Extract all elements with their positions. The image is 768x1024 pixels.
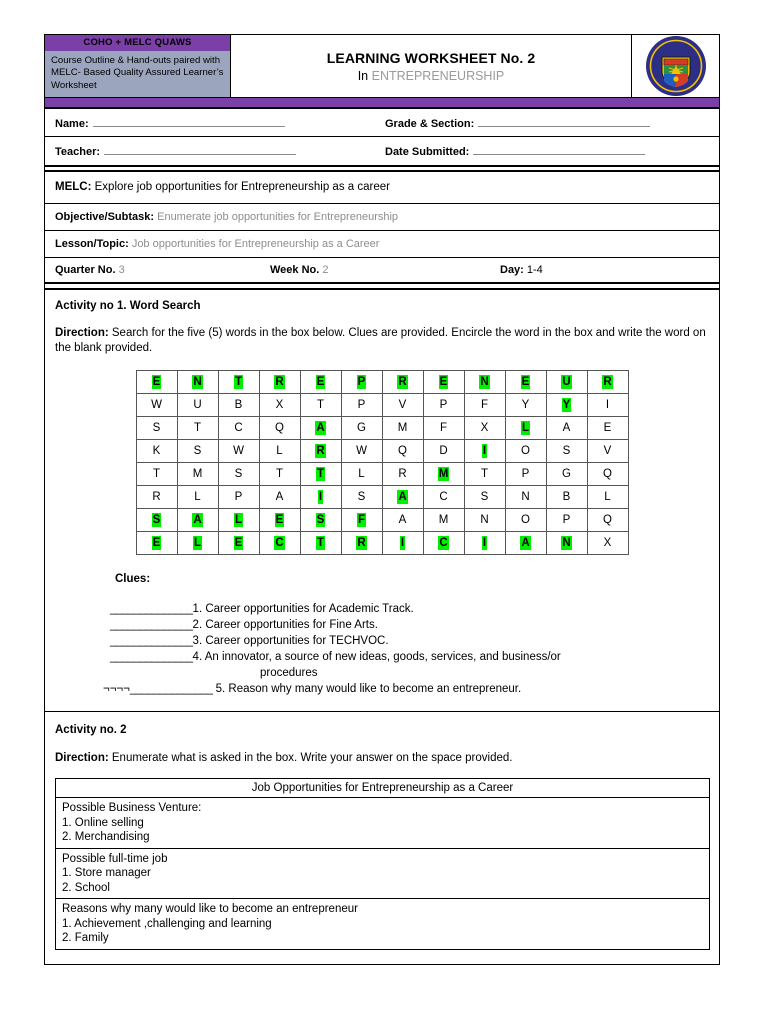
clue-4-continuation: procedures bbox=[260, 667, 318, 680]
enumeration-answer-item[interactable]: 1. Achievement ,challenging and learning bbox=[62, 917, 272, 930]
word-search-cell[interactable] bbox=[587, 532, 628, 555]
activity-1-direction bbox=[55, 326, 709, 356]
word-search-cell[interactable] bbox=[546, 463, 587, 486]
word-search-letter: E bbox=[316, 376, 325, 389]
word-search-letter: X bbox=[480, 422, 489, 435]
word-search-cell[interactable] bbox=[259, 440, 300, 463]
word-search-cell[interactable] bbox=[464, 417, 505, 440]
word-search-cell[interactable] bbox=[259, 532, 300, 555]
coho-badge: COHO + MELC QUAWS bbox=[45, 35, 230, 51]
week-group bbox=[270, 264, 500, 276]
clue-list bbox=[55, 601, 709, 665]
word-search-cell[interactable] bbox=[136, 532, 177, 555]
word-search-letter: R bbox=[398, 376, 407, 389]
word-search-cell[interactable] bbox=[177, 371, 218, 394]
word-search-cell[interactable] bbox=[546, 486, 587, 509]
word-search-letter: L bbox=[604, 491, 611, 504]
word-search-letter: M bbox=[397, 422, 408, 435]
word-search-letter: F bbox=[439, 422, 448, 435]
activity-2-direction bbox=[55, 752, 709, 764]
word-search-cell[interactable] bbox=[136, 463, 177, 486]
activity-2-direction-text: Enumerate what is asked in the box. Write your answer on the space provided. bbox=[111, 752, 513, 765]
word-search-letter: B bbox=[562, 491, 571, 504]
clue-2-answer-blank[interactable]: ______________ bbox=[110, 619, 193, 632]
day-value: 1-4 bbox=[526, 264, 543, 277]
word-search-letter: K bbox=[152, 445, 161, 458]
word-search-letter: N bbox=[480, 514, 489, 527]
word-search-letter: E bbox=[439, 376, 448, 389]
word-search-letter: P bbox=[439, 399, 448, 412]
objective-row bbox=[45, 204, 719, 231]
word-search-cell[interactable] bbox=[464, 394, 505, 417]
word-search-cell[interactable] bbox=[177, 509, 218, 532]
word-search-cell[interactable] bbox=[505, 486, 546, 509]
clue-1-answer-blank[interactable]: ______________ bbox=[110, 603, 193, 616]
clue-item-3[interactable] bbox=[110, 633, 709, 649]
clue-5-prefix-marks: ¬¬¬¬ bbox=[103, 683, 130, 696]
word-search-cell[interactable] bbox=[423, 394, 464, 417]
enumeration-table-header-row bbox=[56, 779, 710, 798]
word-search-cell[interactable] bbox=[587, 371, 628, 394]
name-input-blank[interactable] bbox=[93, 116, 285, 127]
word-search-letter: S bbox=[316, 514, 325, 527]
word-search-letter: D bbox=[439, 445, 448, 458]
word-search-letter: Y bbox=[521, 399, 530, 412]
word-search-cell[interactable] bbox=[382, 371, 423, 394]
word-search-cell[interactable] bbox=[341, 417, 382, 440]
word-search-letter: R bbox=[152, 491, 161, 504]
melc-value: Explore job opportunities for Entrepreneurship as a career bbox=[94, 181, 390, 194]
enumeration-section-heading: Reasons why many would like to become an entrepreneur bbox=[62, 903, 358, 916]
word-search-cell[interactable] bbox=[259, 371, 300, 394]
enumeration-section-cell[interactable] bbox=[56, 899, 710, 950]
word-search-letter: P bbox=[357, 376, 366, 389]
word-search-letter: E bbox=[152, 376, 161, 389]
word-search-letter: T bbox=[316, 468, 325, 481]
word-search-cell[interactable] bbox=[587, 440, 628, 463]
word-search-letter: Q bbox=[603, 514, 612, 527]
quarter-group bbox=[55, 264, 270, 276]
word-search-letter: A bbox=[398, 491, 407, 504]
enumeration-section-row bbox=[56, 798, 710, 849]
enumeration-answer-item[interactable]: 2. Merchandising bbox=[62, 831, 150, 844]
word-search-letter: T bbox=[316, 537, 325, 550]
enumeration-answer-item[interactable]: 2. School bbox=[62, 881, 110, 894]
word-search-cell[interactable] bbox=[423, 417, 464, 440]
word-search-cell[interactable] bbox=[423, 509, 464, 532]
word-search-letter: C bbox=[234, 422, 243, 435]
word-search-cell[interactable] bbox=[546, 417, 587, 440]
enumeration-answer-item[interactable]: 2. Family bbox=[62, 932, 109, 945]
purple-divider-bar bbox=[45, 98, 719, 109]
word-search-cell[interactable] bbox=[218, 394, 259, 417]
word-search-letter: B bbox=[234, 399, 243, 412]
word-search-cell[interactable] bbox=[218, 486, 259, 509]
lesson-row bbox=[45, 231, 719, 258]
word-search-cell[interactable] bbox=[423, 371, 464, 394]
word-search-letter: W bbox=[356, 445, 367, 458]
word-search-cell[interactable] bbox=[341, 532, 382, 555]
word-search-row bbox=[136, 394, 628, 417]
word-search-cell[interactable] bbox=[218, 371, 259, 394]
activity-2-block bbox=[45, 712, 719, 964]
clue-5-text: 5. Reason why many would like to become an entrepreneur. bbox=[212, 683, 522, 696]
word-search-cell[interactable] bbox=[136, 509, 177, 532]
word-search-letter: E bbox=[603, 422, 612, 435]
grade-input-blank[interactable] bbox=[478, 116, 650, 127]
header-logo-block bbox=[631, 35, 719, 97]
name-field-group[interactable] bbox=[45, 116, 375, 130]
word-search-letter: P bbox=[357, 399, 366, 412]
word-search-letter: Q bbox=[398, 445, 407, 458]
word-search-cell[interactable] bbox=[546, 440, 587, 463]
word-search-letter: R bbox=[603, 376, 612, 389]
word-search-cell[interactable] bbox=[587, 463, 628, 486]
grade-field-group[interactable] bbox=[375, 116, 719, 130]
word-search-cell[interactable] bbox=[177, 463, 218, 486]
word-search-letter: U bbox=[562, 376, 571, 389]
word-search-cell[interactable] bbox=[218, 417, 259, 440]
word-search-cell[interactable] bbox=[505, 394, 546, 417]
word-search-cell[interactable] bbox=[464, 440, 505, 463]
subject-line bbox=[358, 69, 505, 83]
word-search-letter: W bbox=[233, 445, 244, 458]
word-search-row bbox=[136, 486, 628, 509]
clue-3-answer-blank[interactable]: ______________ bbox=[110, 635, 193, 648]
word-search-cell[interactable] bbox=[218, 463, 259, 486]
worksheet-sheet bbox=[44, 34, 720, 965]
enumeration-section-cell[interactable] bbox=[56, 848, 710, 899]
word-search-grid[interactable] bbox=[136, 370, 629, 555]
word-search-letter: M bbox=[438, 468, 449, 481]
word-search-letter: L bbox=[234, 514, 243, 527]
word-search-letter: C bbox=[439, 491, 448, 504]
word-search-cell[interactable] bbox=[218, 532, 259, 555]
word-search-letter: A bbox=[275, 491, 284, 504]
word-search-row bbox=[136, 371, 628, 394]
word-search-cell[interactable] bbox=[587, 394, 628, 417]
word-search-cell[interactable] bbox=[382, 394, 423, 417]
word-search-letter: N bbox=[193, 376, 202, 389]
word-search-cell[interactable] bbox=[300, 417, 341, 440]
enumeration-section-cell[interactable] bbox=[56, 798, 710, 849]
teacher-input-blank[interactable] bbox=[104, 144, 296, 155]
word-search-letter: L bbox=[358, 468, 365, 481]
day-group bbox=[500, 264, 709, 276]
enumeration-table-header: Job Opportunities for Entrepreneurship as a Career bbox=[56, 779, 710, 798]
word-search-row bbox=[136, 509, 628, 532]
word-search-letter: S bbox=[480, 491, 489, 504]
word-search-letter: F bbox=[357, 514, 366, 527]
word-search-cell[interactable] bbox=[300, 463, 341, 486]
word-search-row bbox=[136, 440, 628, 463]
word-search-cell[interactable] bbox=[341, 463, 382, 486]
word-search-letter: C bbox=[439, 537, 448, 550]
word-search-letter: T bbox=[316, 399, 325, 412]
word-search-letter: O bbox=[521, 514, 530, 527]
word-search-cell[interactable] bbox=[136, 486, 177, 509]
word-search-cell[interactable] bbox=[177, 532, 218, 555]
word-search-letter: Q bbox=[275, 422, 284, 435]
word-search-letter: S bbox=[152, 514, 161, 527]
word-search-cell[interactable] bbox=[505, 440, 546, 463]
date-input-blank[interactable] bbox=[473, 144, 645, 155]
word-search-letter: R bbox=[398, 468, 407, 481]
melc-row bbox=[45, 172, 719, 204]
word-search-letter: I bbox=[605, 399, 610, 412]
clue-item-4[interactable] bbox=[110, 649, 709, 665]
word-search-letter: A bbox=[562, 422, 571, 435]
word-search-cell[interactable] bbox=[587, 509, 628, 532]
word-search-cell[interactable] bbox=[505, 463, 546, 486]
direction-label: Direction: bbox=[55, 327, 109, 340]
word-search-cell[interactable] bbox=[423, 532, 464, 555]
enumeration-section-heading: Possible Business Venture: bbox=[62, 802, 202, 815]
word-search-letter: E bbox=[152, 537, 161, 550]
word-search-cell[interactable] bbox=[177, 417, 218, 440]
melc-label: MELC: bbox=[55, 181, 92, 194]
word-search-letter: Y bbox=[562, 399, 571, 412]
word-search-cell[interactable] bbox=[464, 509, 505, 532]
word-search-cell[interactable] bbox=[464, 532, 505, 555]
word-search-cell[interactable] bbox=[587, 417, 628, 440]
word-search-letter: T bbox=[480, 468, 489, 481]
word-search-letter: T bbox=[193, 422, 202, 435]
word-search-cell[interactable] bbox=[177, 486, 218, 509]
name-row bbox=[45, 109, 719, 137]
page-title: LEARNING WORKSHEET No. 2 bbox=[326, 49, 536, 66]
word-search-cell[interactable] bbox=[382, 486, 423, 509]
word-search-letter: S bbox=[152, 422, 161, 435]
week-label: Week No. bbox=[270, 264, 320, 277]
word-search-cell[interactable] bbox=[300, 509, 341, 532]
word-search-cell[interactable] bbox=[423, 440, 464, 463]
word-search-letter: Q bbox=[603, 468, 612, 481]
word-search-cell[interactable] bbox=[382, 417, 423, 440]
word-search-letter: L bbox=[193, 537, 202, 550]
clue-4-answer-blank[interactable]: ______________ bbox=[110, 651, 193, 664]
enumeration-answer-item[interactable]: 1. Store manager bbox=[62, 867, 151, 880]
word-search-letter: A bbox=[521, 537, 530, 550]
word-search-cell[interactable] bbox=[546, 532, 587, 555]
word-search-letter: G bbox=[357, 422, 366, 435]
word-search-cell[interactable] bbox=[505, 417, 546, 440]
word-search-cell[interactable] bbox=[259, 486, 300, 509]
clue-item-1[interactable] bbox=[110, 601, 709, 617]
word-search-letter: E bbox=[234, 537, 243, 550]
activity-2-direction-label: Direction: bbox=[55, 752, 109, 765]
word-search-row bbox=[136, 532, 628, 555]
word-search-letter: I bbox=[482, 445, 487, 458]
word-search-cell[interactable] bbox=[341, 394, 382, 417]
word-search-letter: L bbox=[276, 445, 283, 458]
clue-4-text: 4. An innovator, a source of new ideas, goods, services, and business/or bbox=[192, 651, 561, 664]
word-search-letter: M bbox=[438, 514, 449, 527]
clues-heading: Clues: bbox=[115, 573, 151, 586]
word-search-letter: M bbox=[192, 468, 203, 481]
word-search-letter: P bbox=[521, 468, 530, 481]
word-search-cell[interactable] bbox=[464, 486, 505, 509]
header-title-block bbox=[231, 35, 631, 97]
word-search-letter: N bbox=[521, 491, 530, 504]
teacher-row bbox=[45, 137, 719, 165]
word-search-letter: R bbox=[275, 376, 284, 389]
word-search-letter: I bbox=[318, 491, 323, 504]
word-search-letter: S bbox=[234, 468, 243, 481]
word-search-cell[interactable] bbox=[423, 463, 464, 486]
quarter-value: 3 bbox=[118, 264, 125, 277]
word-search-letter: U bbox=[193, 399, 202, 412]
word-search-cell[interactable] bbox=[341, 486, 382, 509]
word-search-cell[interactable] bbox=[136, 417, 177, 440]
activity-2-title: Activity no. 2 bbox=[55, 724, 127, 737]
word-search-letter: L bbox=[194, 491, 201, 504]
word-search-grid-wrapper bbox=[55, 370, 709, 555]
word-search-letter: T bbox=[152, 468, 161, 481]
word-search-cell[interactable] bbox=[300, 532, 341, 555]
word-search-cell[interactable] bbox=[505, 509, 546, 532]
clue-5-answer-blank[interactable]: ______________ bbox=[129, 683, 213, 696]
coho-description: Course Outline & Hand-outs paired with MELC- Based Quality Assured Learner’s Worksheet bbox=[45, 51, 230, 97]
word-search-cell[interactable] bbox=[423, 486, 464, 509]
word-search-letter: P bbox=[562, 514, 571, 527]
word-search-letter: E bbox=[521, 376, 530, 389]
word-search-letter: X bbox=[275, 399, 284, 412]
school-division-seal-icon bbox=[645, 35, 707, 97]
header-left-block bbox=[45, 35, 231, 97]
word-search-cell[interactable] bbox=[546, 509, 587, 532]
word-search-cell[interactable] bbox=[382, 532, 423, 555]
word-search-letter: S bbox=[357, 491, 366, 504]
word-search-cell[interactable] bbox=[341, 509, 382, 532]
word-search-letter: E bbox=[275, 514, 284, 527]
word-search-cell[interactable] bbox=[177, 440, 218, 463]
word-search-letter: I bbox=[482, 537, 487, 550]
word-search-row bbox=[136, 417, 628, 440]
word-search-letter: T bbox=[234, 376, 243, 389]
word-search-cell[interactable] bbox=[382, 463, 423, 486]
word-search-letter: T bbox=[275, 468, 284, 481]
word-search-cell[interactable] bbox=[300, 394, 341, 417]
activity-1-title: Activity no 1. Word Search bbox=[55, 300, 201, 313]
word-search-cell[interactable] bbox=[259, 463, 300, 486]
enumeration-answer-item[interactable]: 1. Online selling bbox=[62, 816, 144, 829]
objective-label: Objective/Subtask: bbox=[55, 211, 155, 224]
teacher-label: Teacher: bbox=[55, 146, 101, 159]
word-search-cell[interactable] bbox=[136, 394, 177, 417]
word-search-letter: N bbox=[562, 537, 571, 550]
word-search-cell[interactable] bbox=[136, 440, 177, 463]
word-search-cell[interactable] bbox=[587, 486, 628, 509]
word-search-cell[interactable] bbox=[505, 371, 546, 394]
direction-text: Search for the five (5) words in the box below. Clues are provided. Encircle the word in the box and write the word on the blank provided. bbox=[55, 327, 706, 355]
word-search-cell[interactable] bbox=[341, 371, 382, 394]
word-search-letter: W bbox=[151, 399, 162, 412]
word-search-letter: A bbox=[193, 514, 202, 527]
word-search-letter: F bbox=[480, 399, 489, 412]
date-field-group[interactable] bbox=[375, 144, 719, 158]
clue-item-5[interactable] bbox=[103, 681, 709, 697]
word-search-cell[interactable] bbox=[177, 394, 218, 417]
word-search-letter: P bbox=[234, 491, 243, 504]
word-search-letter: X bbox=[603, 537, 612, 550]
word-search-cell[interactable] bbox=[382, 440, 423, 463]
word-search-cell[interactable] bbox=[259, 394, 300, 417]
clue-2-text: 2. Career opportunities for Fine Arts. bbox=[192, 619, 378, 632]
word-search-letter: N bbox=[480, 376, 489, 389]
name-label: Name: bbox=[55, 117, 89, 130]
word-search-cell[interactable] bbox=[300, 440, 341, 463]
clue-3-text: 3. Career opportunities for TECHVOC. bbox=[192, 635, 389, 648]
word-search-cell[interactable] bbox=[546, 394, 587, 417]
enumeration-section-row bbox=[56, 899, 710, 950]
section-divider-2 bbox=[45, 282, 719, 290]
word-search-letter: C bbox=[275, 537, 284, 550]
word-search-letter: S bbox=[193, 445, 202, 458]
word-search-cell[interactable] bbox=[259, 417, 300, 440]
section-divider-1 bbox=[45, 165, 719, 172]
subject-name: ENTREPRENEURSHIP bbox=[371, 68, 505, 83]
word-search-cell[interactable] bbox=[382, 509, 423, 532]
word-search-letter: L bbox=[521, 422, 530, 435]
lesson-label: Lesson/Topic: bbox=[55, 238, 129, 251]
word-search-cell[interactable] bbox=[464, 371, 505, 394]
clue-1-text: 1. Career opportunities for Academic Track. bbox=[192, 603, 414, 616]
date-submitted-label: Date Submitted: bbox=[385, 146, 470, 159]
enumeration-section-heading: Possible full-time job bbox=[62, 852, 168, 865]
word-search-cell[interactable] bbox=[341, 440, 382, 463]
week-value: 2 bbox=[322, 264, 329, 277]
enumeration-section-row bbox=[56, 848, 710, 899]
quarter-label: Quarter No. bbox=[55, 264, 116, 277]
word-search-letter: A bbox=[398, 514, 407, 527]
word-search-cell[interactable] bbox=[300, 371, 341, 394]
word-search-letter: V bbox=[603, 445, 612, 458]
quarter-week-day-row bbox=[45, 258, 719, 282]
word-search-letter: G bbox=[562, 468, 571, 481]
word-search-letter: R bbox=[316, 445, 325, 458]
word-search-cell[interactable] bbox=[546, 371, 587, 394]
word-search-letter: V bbox=[398, 399, 407, 412]
word-search-cell[interactable] bbox=[218, 509, 259, 532]
word-search-letter: S bbox=[562, 445, 571, 458]
lesson-value: Job opportunities for Entrepreneurship as a Career bbox=[131, 238, 380, 251]
grade-section-label: Grade & Section: bbox=[385, 117, 475, 130]
teacher-field-group[interactable] bbox=[45, 144, 375, 158]
word-search-letter: R bbox=[357, 537, 366, 550]
word-search-cell[interactable] bbox=[464, 463, 505, 486]
objective-value: Enumerate job opportunities for Entrepreneurship bbox=[157, 211, 399, 224]
word-search-row bbox=[136, 463, 628, 486]
document-header bbox=[45, 35, 719, 98]
word-search-cell[interactable] bbox=[300, 486, 341, 509]
clue-item-2[interactable] bbox=[110, 617, 709, 633]
word-search-cell[interactable] bbox=[505, 532, 546, 555]
word-search-cell[interactable] bbox=[218, 440, 259, 463]
subject-prefix: In bbox=[357, 68, 372, 83]
word-search-letter: A bbox=[316, 422, 325, 435]
enumeration-table bbox=[55, 778, 710, 950]
word-search-letter: O bbox=[521, 445, 530, 458]
day-label: Day: bbox=[500, 264, 524, 277]
word-search-cell[interactable] bbox=[136, 371, 177, 394]
word-search-cell[interactable] bbox=[259, 509, 300, 532]
word-search-letter: I bbox=[400, 537, 405, 550]
activity-1-block bbox=[45, 290, 719, 711]
